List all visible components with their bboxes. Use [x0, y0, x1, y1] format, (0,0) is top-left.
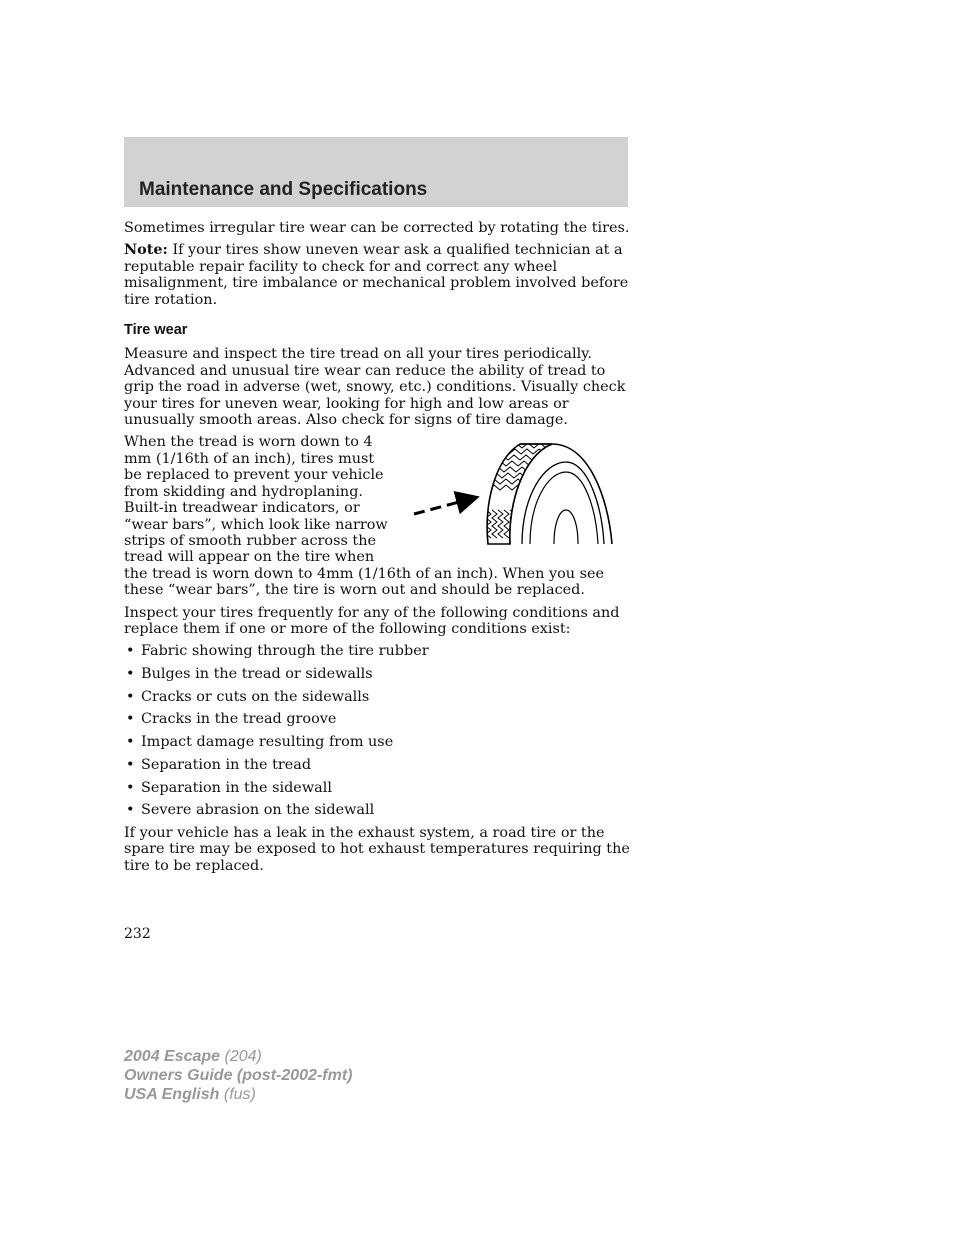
inspect-paragraph: Inspect your tires frequently for any of the following conditions and replace them if one or more of the following conditions exist:	[124, 604, 620, 637]
measure-paragraph: Measure and inspect the tire tread on all your tires periodically. Advanced and unusual tire wear can reduce the ability of tread to grip the road in adverse (wet, snowy, etc.) conditions. Visually check your tires for uneven wear, looking for high and low areas or unusually smooth areas. Also check for signs of tire damage.	[124, 346, 626, 429]
hub-ring	[554, 510, 578, 544]
page-content	[124, 220, 630, 880]
list-item: • Severe abrasion on the sidewall	[126, 802, 375, 819]
list-item: • Cracks in the tread groove	[126, 711, 337, 728]
rim-inner-ring	[530, 472, 598, 544]
tire-wear-bar-illustration	[402, 436, 636, 556]
bullet-icon: •	[126, 802, 135, 819]
list-item: • Separation in the sidewall	[126, 779, 332, 796]
section-header-band	[124, 137, 628, 207]
wear-bars-paragraph: When the tread is worn down to 4 mm (1/16th of an inch), tires must be replaced to prevent your vehicle from skidding and hydroplaning. Built-in treadwear indicators, or “wear bars”, which look like narrow strips of smooth rubber across the tread will appear on the tire when the tread is worn down to 4mm (1/16th of an inch). When you see these “wear bars”, the tire is worn out and should be replaced.	[124, 434, 605, 599]
rim-outer-ring	[522, 462, 604, 544]
footer-line-language: USA English (fus)	[124, 1086, 256, 1103]
document-footer	[124, 1047, 352, 1104]
bullet-icon: •	[126, 756, 135, 773]
bullet-icon: •	[126, 666, 135, 683]
page-number: 232	[124, 926, 151, 942]
rotation-paragraph: Sometimes irregular tire wear can be corrected by rotating the tires.	[124, 220, 630, 236]
footer-line-guide: Owners Guide (post-2002-fmt)	[124, 1067, 353, 1084]
pointer-arrow	[414, 498, 474, 514]
exhaust-paragraph: If your vehicle has a leak in the exhaust system, a road tire or the spare tire may be exposed to hot exhaust temperatures requiring the tire to be replaced.	[124, 824, 630, 874]
bullet-icon: •	[126, 779, 135, 796]
list-item: • Impact damage resulting from use	[126, 734, 394, 751]
bullet-icon: •	[126, 734, 135, 751]
bullet-icon: •	[126, 643, 135, 660]
note-text: If your tires show uneven wear ask a qualified technician at a reputable repair facility to check for and correct any wheel misalignment, tire imbalance or mechanical problem involved before tire rotation.	[124, 242, 629, 308]
bullet-icon: •	[126, 688, 135, 705]
note-label: Note:	[124, 241, 168, 259]
bullet-icon: •	[126, 711, 135, 728]
section-title: Maintenance and Specifications	[139, 179, 428, 200]
tire-wear-heading: Tire wear	[124, 322, 188, 339]
footer-line-model: 2004 Escape (204)	[124, 1048, 262, 1065]
list-item: • Fabric showing through the tire rubber	[126, 643, 429, 660]
list-item: • Separation in the tread	[126, 756, 312, 773]
tire-outer-sidewall	[520, 444, 612, 544]
list-item: • Bulges in the tread or sidewalls	[126, 666, 373, 683]
tire-conditions-list	[124, 643, 630, 818]
list-item: • Cracks or cuts on the sidewalls	[126, 688, 370, 705]
tire-illustration-svg	[402, 436, 636, 556]
note-paragraph	[124, 242, 630, 308]
